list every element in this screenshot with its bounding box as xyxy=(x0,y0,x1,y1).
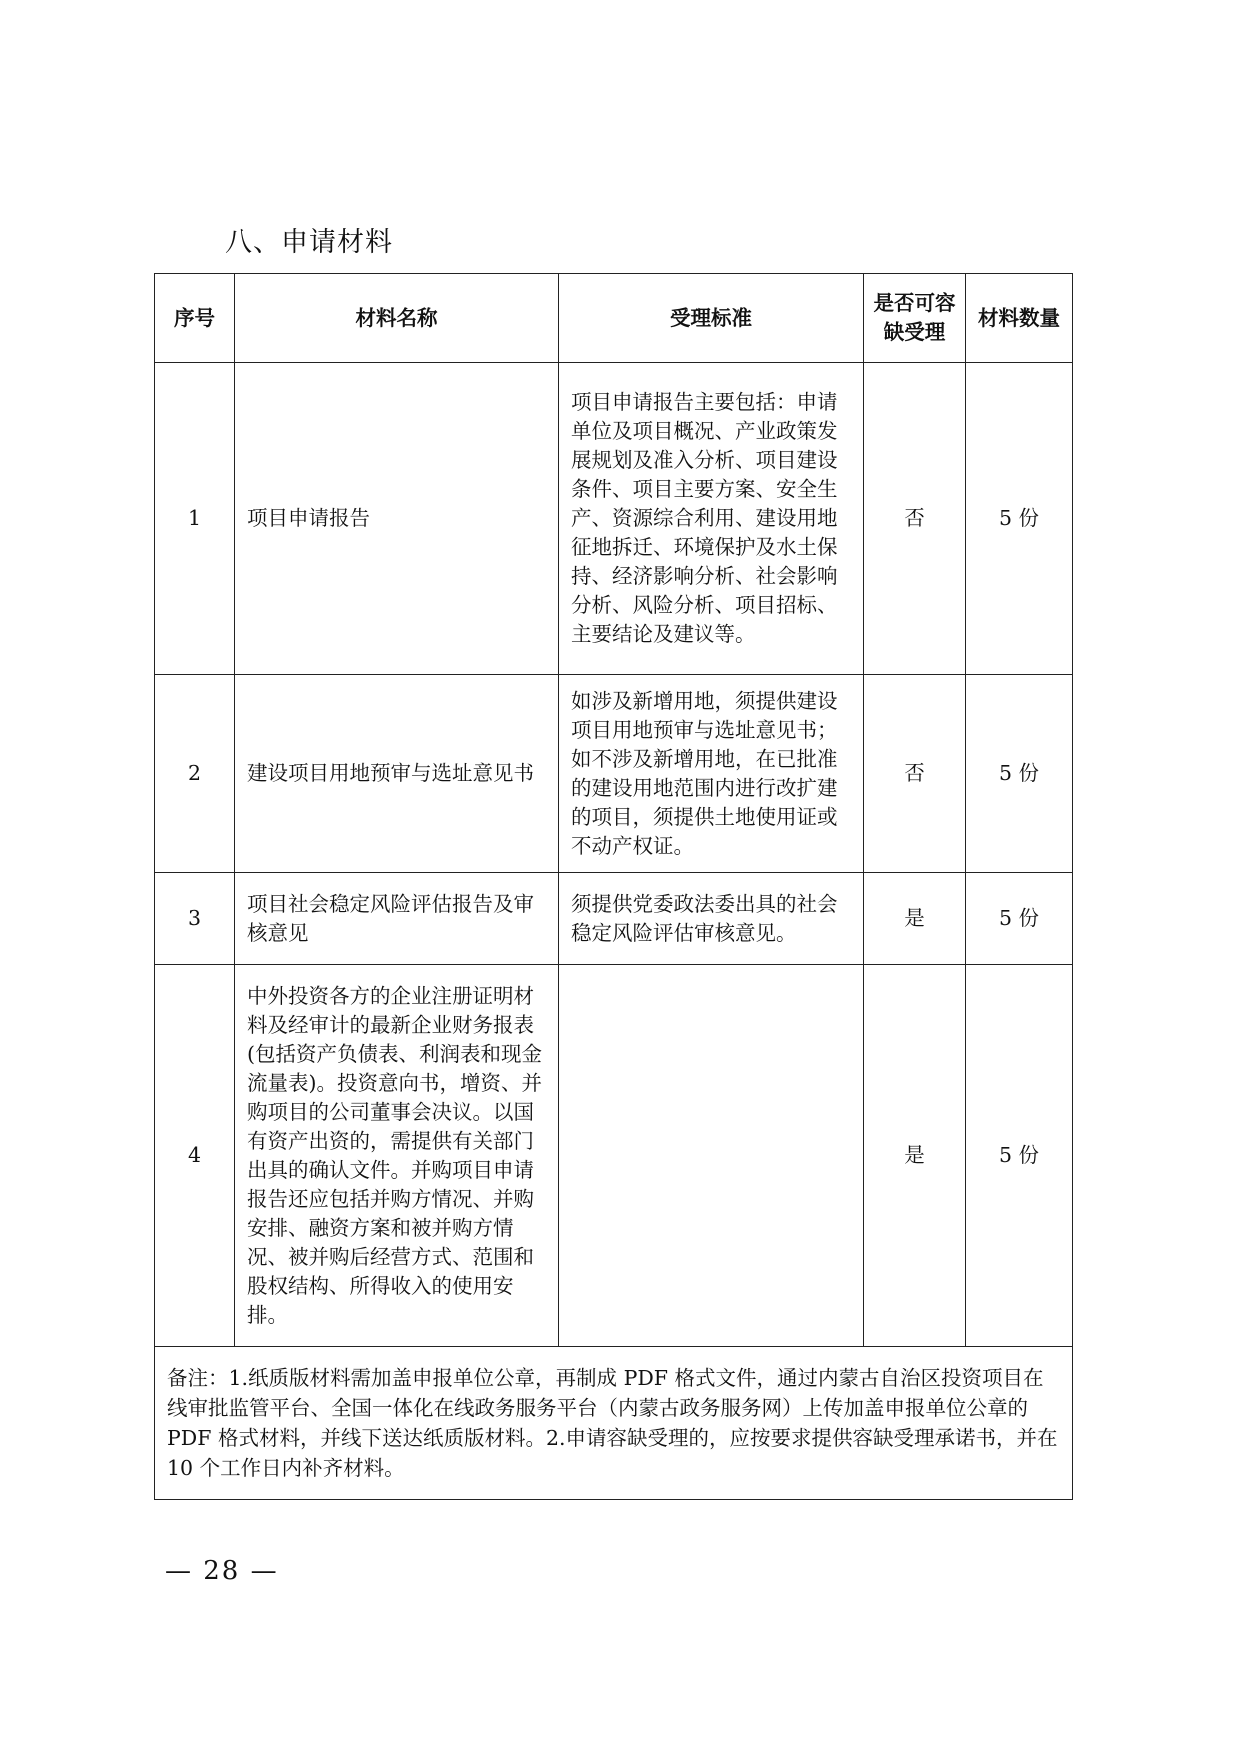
header-allow-missing-label: 是否可容缺受理 xyxy=(873,291,956,344)
row-material-name: 项目申请报告 xyxy=(235,363,559,675)
row-seq: 4 xyxy=(155,965,235,1347)
row-allow-missing: 否 xyxy=(864,363,966,675)
header-allow-missing xyxy=(864,274,966,363)
header-quantity xyxy=(966,274,1073,363)
row-allow-missing: 否 xyxy=(864,675,966,873)
row-material-name: 中外投资各方的企业注册证明材料及经审计的最新企业财务报表(包括资产负债表、利润表和现金流量表)。投资意向书，增资、并购项目的公司董事会决议。以国有资产出资的，需提供有关部门出具的确认文件。并购项目申请报告还应包括并购方情况、并购安排、融资方案和被并购方情况、被并购后经营方式、范围和股权结构、所得收入的使用安排。 xyxy=(235,965,559,1347)
row-allow-missing: 是 xyxy=(864,873,966,965)
row-quantity: 5 份 xyxy=(966,965,1073,1347)
row-allow-missing: 是 xyxy=(864,965,966,1347)
table-row xyxy=(155,675,1073,873)
header-acceptance-standard: 受理标准 xyxy=(559,274,864,363)
row-seq: 3 xyxy=(155,873,235,965)
row-material-name: 建设项目用地预审与选址意见书 xyxy=(235,675,559,873)
row-acceptance-standard xyxy=(559,965,864,1347)
row-acceptance-standard: 项目申请报告主要包括：申请单位及项目概况、产业政策发展规划及准入分析、项目建设条件、项目主要方案、安全生产、资源综合利用、建设用地征地拆迁、环境保护及水土保持、经济影响分析、社会影响分析、风险分析、项目招标、主要结论及建议等。 xyxy=(559,363,864,675)
table-row xyxy=(155,873,1073,965)
note-row xyxy=(155,1347,1073,1500)
row-seq: 1 xyxy=(155,363,235,675)
header-material-name: 材料名称 xyxy=(235,274,559,363)
row-quantity: 5 份 xyxy=(966,675,1073,873)
table-note: 备注：1.纸质版材料需加盖申报单位公章，再制成 PDF 格式文件，通过内蒙古自治区投资项目在线审批监管平台、全国一体化在线政务服务平台（内蒙古政务服务网）上传加盖申报单位公章的 PDF 格式材料，并线下送达纸质版材料。2.申请容缺受理的，应按要求提供容缺受理承诺书，并在 10 个工作日内补齐材料。 xyxy=(155,1347,1073,1500)
row-seq: 2 xyxy=(155,675,235,873)
page-number: — 28 — xyxy=(165,1556,279,1586)
table-row xyxy=(155,363,1073,675)
table-row xyxy=(155,965,1073,1347)
materials-table xyxy=(154,273,1073,1500)
row-acceptance-standard: 如涉及新增用地，须提供建设项目用地预审与选址意见书；如不涉及新增用地，在已批准的建设用地范围内进行改扩建的项目，须提供土地使用证或不动产权证。 xyxy=(559,675,864,873)
row-quantity: 5 份 xyxy=(966,363,1073,675)
section-title: 八、申请材料 xyxy=(225,227,393,258)
header-seq: 序号 xyxy=(155,274,235,363)
row-acceptance-standard: 须提供党委政法委出具的社会稳定风险评估审核意见。 xyxy=(559,873,864,965)
header-quantity-label: 材料数量 xyxy=(978,305,1060,330)
table-header-row xyxy=(155,274,1073,363)
row-quantity: 5 份 xyxy=(966,873,1073,965)
row-material-name: 项目社会稳定风险评估报告及审核意见 xyxy=(235,873,559,965)
